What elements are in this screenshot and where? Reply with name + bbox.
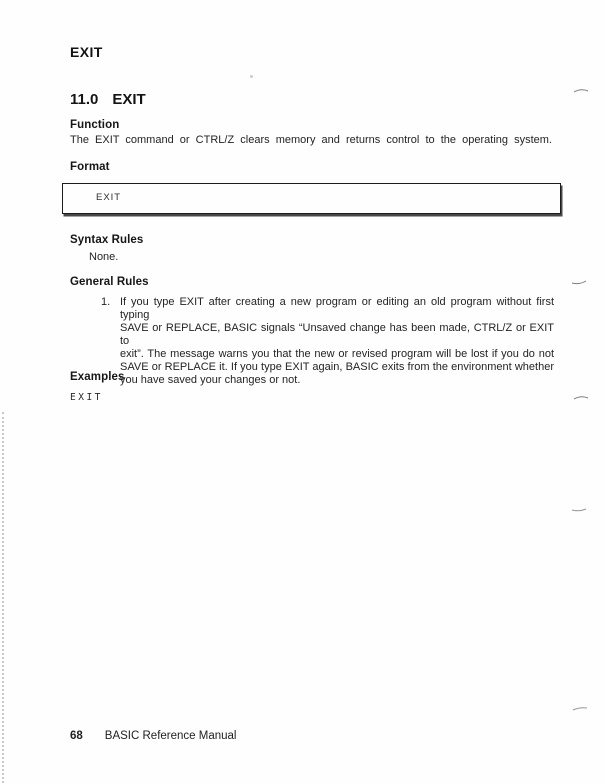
binding-dash-icon bbox=[573, 87, 589, 95]
format-box-code: EXIT bbox=[96, 192, 122, 203]
paragraph-line: If you type EXIT after creating a new program or editing an old program without first typing bbox=[120, 296, 554, 321]
function-heading: Function bbox=[70, 119, 120, 131]
scan-speck bbox=[250, 75, 253, 78]
general-rules-item-1 bbox=[101, 296, 554, 387]
list-item-number: 1. bbox=[101, 296, 111, 308]
paragraph-line: exit”. The message warns you that the new or revised program will be lost if you do not bbox=[120, 348, 554, 360]
page-number: 68 bbox=[70, 730, 83, 742]
format-syntax-box bbox=[62, 183, 561, 214]
syntax-rules-heading: Syntax Rules bbox=[70, 234, 144, 246]
running-head: EXIT bbox=[70, 44, 103, 60]
paragraph-line: SAVE or REPLACE, BASIC signals “Unsaved change has been made, CTRL/Z or EXIT to bbox=[120, 322, 554, 347]
format-heading: Format bbox=[70, 161, 110, 173]
syntax-rules-body: None. bbox=[89, 251, 119, 263]
section-number: 11.0 bbox=[70, 91, 99, 108]
book-title: BASIC Reference Manual bbox=[104, 730, 237, 742]
page-edge-dotted-line bbox=[2, 412, 4, 783]
binding-dash-icon bbox=[573, 394, 589, 402]
examples-heading: Examples bbox=[70, 371, 125, 383]
paragraph-line: you have saved your changes or not. bbox=[120, 374, 301, 386]
page-footer bbox=[70, 730, 236, 742]
binding-dash-icon bbox=[572, 705, 588, 713]
binding-dash-icon bbox=[571, 506, 587, 514]
example-code: EXIT bbox=[70, 392, 103, 403]
general-rules-paragraph bbox=[120, 296, 554, 387]
binding-dash-icon bbox=[571, 279, 587, 287]
function-body: The EXIT command or CTRL/Z clears memory and returns control to the operating system. bbox=[70, 134, 552, 146]
section-heading bbox=[70, 91, 146, 108]
general-rules-heading: General Rules bbox=[70, 276, 149, 288]
paragraph-line: SAVE or REPLACE it. If you type EXIT again, BASIC exits from the environment whether bbox=[120, 361, 554, 373]
section-title: EXIT bbox=[112, 91, 146, 108]
